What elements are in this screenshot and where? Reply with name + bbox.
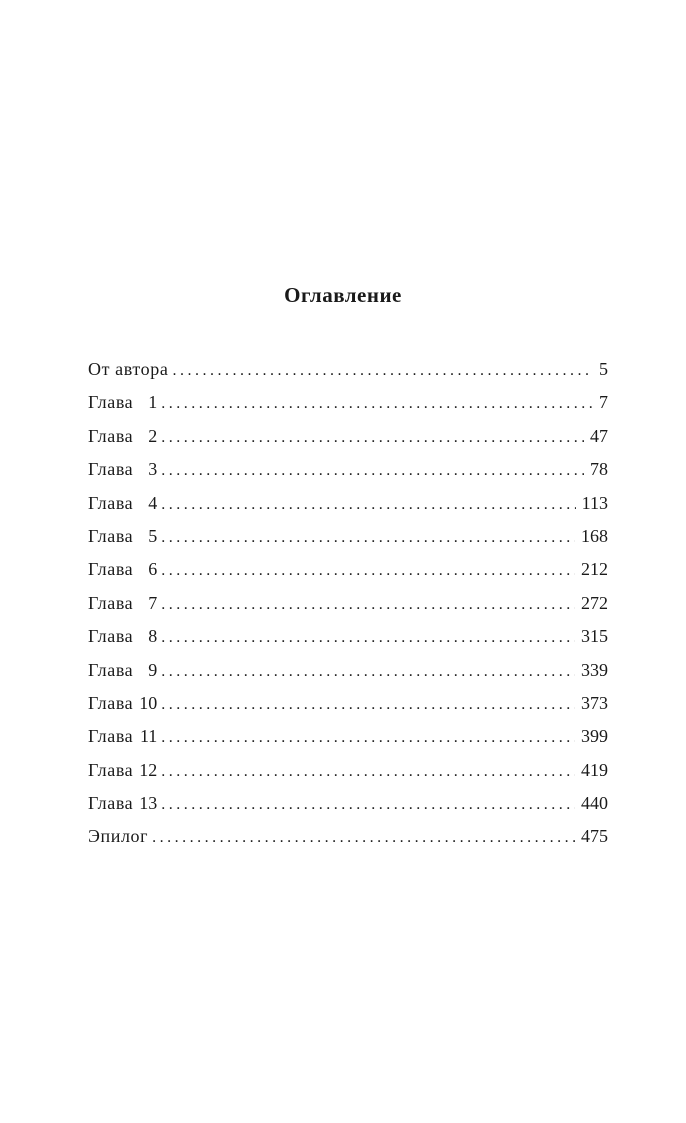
dot-leader <box>172 354 593 386</box>
toc-entry-label: Глава <box>88 425 134 446</box>
toc-entry-label: Глава <box>88 492 134 513</box>
toc-entry-chapter-5[interactable] <box>88 520 608 553</box>
toc-entry-label: Глава <box>88 559 134 580</box>
toc-entry-foreword[interactable] <box>88 353 608 386</box>
toc-page-number: 373 <box>581 692 608 713</box>
toc-page-number: 47 <box>590 425 608 446</box>
toc-chapter-number: 9 <box>148 659 158 680</box>
toc-chapter-number: 2 <box>148 425 158 446</box>
toc-entry-label: Глава <box>88 525 134 546</box>
toc-page-number: 168 <box>581 525 608 546</box>
toc-entry-label: Глава <box>88 459 134 480</box>
dot-leader <box>161 655 575 687</box>
toc-entry-chapter-8[interactable] <box>88 620 608 653</box>
toc-entry-chapter-10[interactable] <box>88 687 608 720</box>
page-title: Оглавление <box>284 283 402 307</box>
toc-entry-label: Эпилог <box>88 826 149 847</box>
dot-leader <box>161 521 575 553</box>
toc-entry-label: Глава <box>88 659 134 680</box>
dot-leader <box>161 554 575 586</box>
toc-page-number: 5 <box>599 359 608 379</box>
toc-entry-chapter-11[interactable] <box>88 720 608 753</box>
toc-chapter-number: 7 <box>148 592 158 613</box>
toc-chapter-number: 10 <box>139 692 158 713</box>
dot-leader <box>161 588 575 620</box>
toc-chapter-number: 13 <box>139 793 158 814</box>
toc-page-number: 315 <box>581 626 608 647</box>
dot-leader <box>161 688 575 720</box>
toc-page-number: 440 <box>581 793 608 814</box>
toc-entry-chapter-13[interactable] <box>88 787 608 820</box>
toc-entry-chapter-6[interactable] <box>88 553 608 586</box>
toc-entry-chapter-12[interactable] <box>88 754 608 787</box>
toc-page-number: 399 <box>581 726 608 747</box>
toc-entry-chapter-2[interactable] <box>88 420 608 453</box>
toc-entry-chapter-4[interactable] <box>88 487 608 520</box>
dot-leader <box>161 421 584 453</box>
toc-entry-chapter-9[interactable] <box>88 654 608 687</box>
toc-page-number: 339 <box>581 659 608 680</box>
toc-page-number: 475 <box>581 826 608 847</box>
dot-leader <box>161 755 575 787</box>
toc-page-number: 78 <box>590 459 608 480</box>
dot-leader <box>161 721 575 753</box>
toc-entry-label: Глава <box>88 793 134 814</box>
toc-chapter-number: 3 <box>148 459 158 480</box>
toc-chapter-number: 12 <box>139 759 158 780</box>
dot-leader <box>152 821 575 853</box>
dot-leader <box>161 621 575 653</box>
toc-entry-label: Глава <box>88 692 134 713</box>
toc-chapter-number: 5 <box>148 525 158 546</box>
toc-chapter-number: 11 <box>139 726 158 747</box>
toc-entry-label: Глава <box>88 592 134 613</box>
toc-entry-label: Глава <box>88 392 134 413</box>
toc-entry-label: Глава <box>88 759 134 780</box>
toc-page-number: 7 <box>599 392 608 413</box>
toc-chapter-number: 1 <box>148 392 158 413</box>
toc-page-number: 272 <box>581 592 608 613</box>
toc-page-number: 212 <box>581 559 608 580</box>
toc-entry-label: Глава <box>88 626 134 647</box>
toc-page-number: 419 <box>581 759 608 780</box>
dot-leader <box>161 788 575 820</box>
toc-chapter-number: 6 <box>148 559 158 580</box>
dot-leader <box>161 454 584 486</box>
toc-entry-epilogue[interactable] <box>88 820 608 853</box>
toc-entry-chapter-1[interactable] <box>88 386 608 419</box>
toc-entry-chapter-3[interactable] <box>88 453 608 486</box>
toc-entry-label: От автора <box>88 359 169 379</box>
toc-chapter-number: 4 <box>148 492 158 513</box>
toc-chapter-number: 8 <box>148 626 158 647</box>
toc-page-number: 113 <box>581 492 608 513</box>
dot-leader <box>161 488 575 520</box>
table-of-contents <box>88 353 608 854</box>
toc-entry-label: Глава <box>88 726 134 747</box>
dot-leader <box>161 387 593 419</box>
toc-entry-chapter-7[interactable] <box>88 587 608 620</box>
